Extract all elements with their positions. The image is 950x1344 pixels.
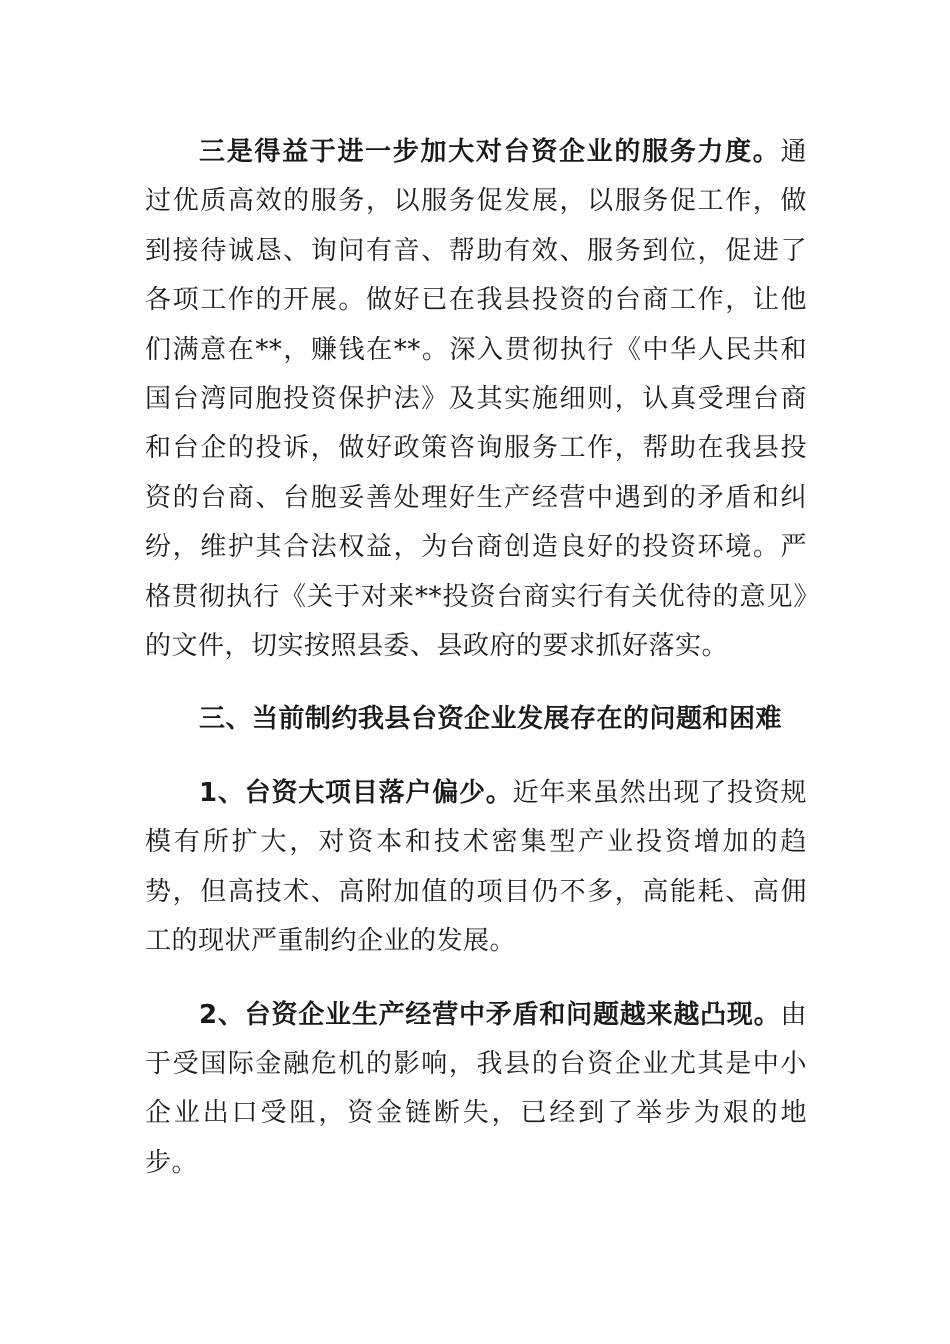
- paragraph-service-efforts: [145, 128, 807, 671]
- paragraph-problem-1: [145, 769, 807, 967]
- paragraph-lead: 三是得益于进一步加大对台资企业的服务力度。: [199, 137, 781, 167]
- paragraph-lead: 1、台资大项目落户偏少。: [199, 777, 513, 808]
- paragraph-lead: 2、台资企业生产经营中矛盾和问题越来越凸现。: [199, 999, 781, 1030]
- paragraph-body: 近年来虽然出现了投资规模有所扩大，对资本和技术密集型产业投资增加的趋势，但高技术、高附加值的项目仍不多，高能耗、高佣工的现状严重制约企业的发展。: [145, 777, 807, 957]
- paragraph-body: 通过优质高效的服务，以服务促发展，以服务促工作，做到接待诚恳、询问有音、帮助有效、服务到位，促进了各项工作的开展。做好已在我县投资的台商工作，让他们满意在**，赚钱在**。深入贯彻执行《中华人民共和国台湾同胞投资保护法》及其实施细则，认真受理台商和台企的投诉，做好政策咨询服务工作，帮助在我县投资的台商、台胞妥善处理好生产经营中遇到的矛盾和纠纷，维护其合法权益，为台商创造良好的投资环境。严格贯彻执行《关于对来**投资台商实行有关优待的意见》的文件，切实按照县委、县政府的要求抓好落实。: [145, 137, 807, 662]
- document-page: [145, 128, 807, 1188]
- paragraph-problem-2: [145, 991, 807, 1189]
- section-heading: 三、当前制约我县台资企业发展存在的问题和困难: [199, 704, 783, 735]
- paragraph-body: 由于受国际金融危机的影响，我县的台资企业尤其是中小企业出口受阻，资金链断失，已经到了举步为艰的地步。: [145, 999, 807, 1178]
